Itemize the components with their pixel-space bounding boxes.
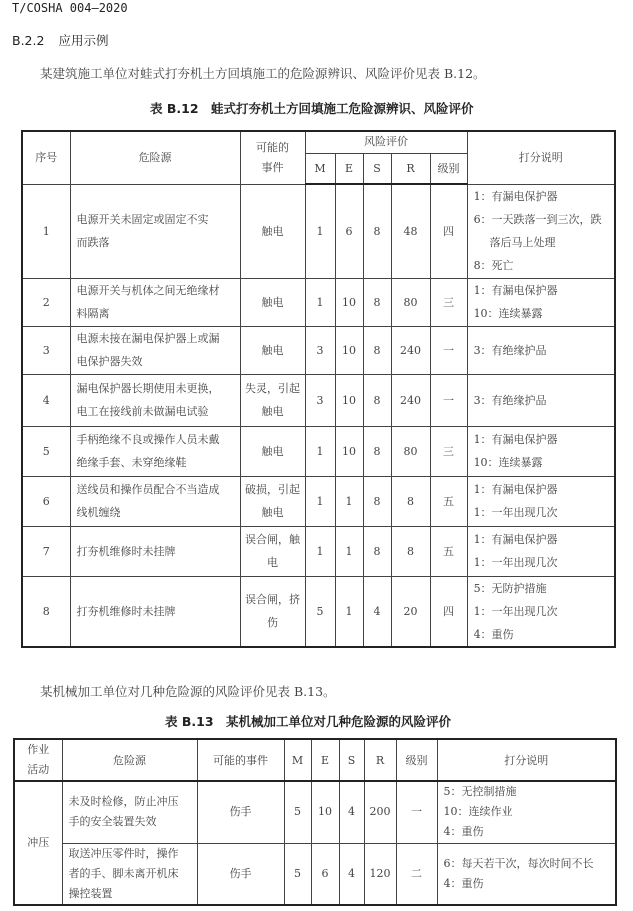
event-line: 伤 (267, 616, 278, 629)
event-line: 触电 (261, 295, 284, 309)
notes-cell (467, 476, 615, 526)
level-cell: 四 (430, 184, 467, 278)
event-cell (240, 184, 305, 278)
table-row (22, 476, 615, 526)
notes-line: 8：死亡 (473, 259, 514, 272)
intro-paragraph-2: 某机械加工单位对几种危险源的风险评价见表 B.13。 (40, 684, 336, 699)
event-cell (240, 278, 305, 326)
header-activity (14, 739, 62, 781)
table-row (22, 426, 615, 476)
header-notes: 打分说明 (467, 131, 615, 184)
level-cell: 一 (430, 374, 467, 426)
hazard-cell (70, 326, 240, 374)
m-cell: 1 (305, 426, 335, 476)
hazard-line: 打夯机维修时未挂牌 (76, 544, 176, 558)
event-cell: 伤手 (197, 843, 284, 905)
standard-id: T/COSHA 004—2020 (12, 1, 128, 15)
level-cell: 二 (396, 843, 437, 905)
notes-line: 10：连续暴露 (473, 307, 543, 320)
notes-line: 3：有绝缘护品 (473, 343, 547, 357)
hazard-cell (62, 781, 197, 843)
table-row (22, 526, 615, 576)
hazard-line: 料隔离 (76, 307, 110, 320)
m-cell: 3 (305, 326, 335, 374)
r-cell: 8 (391, 526, 430, 576)
hazard-line: 电保护器失效 (76, 355, 143, 368)
event-cell (240, 576, 305, 647)
hazard-cell (70, 426, 240, 476)
notes-cell (467, 576, 615, 647)
intro-paragraph-1: 某建筑施工单位对蛙式打夯机土方回填施工的危险源辨识、风险评价见表 B.12。 (40, 66, 486, 81)
event-line: 破损，引起 (245, 483, 300, 496)
r-cell: 80 (391, 426, 430, 476)
level-cell: 五 (430, 526, 467, 576)
event-line: 触电 (261, 343, 284, 357)
e-cell: 1 (335, 526, 363, 576)
header-m: M (305, 153, 335, 184)
s-cell: 8 (363, 374, 391, 426)
header-s: S (339, 739, 364, 781)
no-cell: 4 (22, 374, 70, 426)
header-level: 级别 (430, 153, 467, 184)
hazard-line: 电源开关未固定或固定不实 (76, 213, 209, 226)
hazard-line: 电源未接在漏电保护器上或漏 (76, 332, 220, 345)
notes-line: 5：无防护措施 (473, 581, 547, 595)
notes-line: 10：连续暴露 (473, 456, 543, 469)
hazard-cell (70, 476, 240, 526)
hazard-line: 送线员和操作员配合不当造成 (76, 483, 220, 496)
notes-line: 4：重伤 (443, 876, 484, 890)
table-row (22, 184, 615, 278)
event-line: 误合闸，挤 (245, 593, 300, 606)
notes-line: 4：重伤 (443, 825, 484, 839)
header-activity-line: 活动 (27, 763, 50, 776)
no-cell: 7 (22, 526, 70, 576)
m-cell: 1 (305, 526, 335, 576)
hazard-cell (70, 278, 240, 326)
m-cell: 1 (305, 184, 335, 278)
e-cell: 10 (335, 278, 363, 326)
notes-cell (437, 843, 616, 905)
header-event-line: 事件 (261, 160, 284, 174)
section-heading (12, 31, 122, 49)
e-cell: 10 (335, 374, 363, 426)
table-b13 (13, 738, 617, 906)
s-cell: 4 (363, 576, 391, 647)
s-cell: 8 (363, 476, 391, 526)
header-hazard: 危险源 (62, 739, 197, 781)
table1-caption: 表 B.12 蛙式打夯机土方回填施工危险源辨识、风险评价 (150, 101, 474, 116)
table-row (22, 278, 615, 326)
level-cell: 一 (430, 326, 467, 374)
hazard-cell (62, 843, 197, 905)
hazard-line: 打夯机维修时未挂牌 (76, 604, 176, 618)
r-cell: 240 (391, 374, 430, 426)
notes-cell (437, 781, 616, 843)
e-cell: 1 (335, 476, 363, 526)
notes-line: 1：有漏电保护器 (473, 284, 558, 297)
event-cell (240, 326, 305, 374)
event-line: 触电 (261, 224, 284, 238)
e-cell: 10 (311, 781, 339, 843)
level-cell: 一 (396, 781, 437, 843)
header-no: 序号 (22, 131, 70, 184)
table-row (14, 781, 616, 843)
m-cell: 5 (284, 781, 311, 843)
hazard-line: 者的手、脚未离开机床 (68, 866, 179, 880)
m-cell: 5 (305, 576, 335, 647)
notes-line: 1：一年出现几次 (473, 506, 558, 519)
notes-cell (467, 326, 615, 374)
r-cell: 200 (364, 781, 396, 843)
level-cell: 四 (430, 576, 467, 647)
header-level: 级别 (396, 739, 437, 781)
header-e: E (335, 153, 363, 184)
r-cell: 20 (391, 576, 430, 647)
table-b12 (21, 130, 616, 648)
event-line: 触电 (261, 444, 284, 458)
hazard-cell (70, 184, 240, 278)
header-activity-line: 作业 (27, 743, 50, 756)
header-s: S (363, 153, 391, 184)
header-r: R (391, 153, 430, 184)
event-line: 失灵，引起 (245, 382, 300, 395)
section-title: 应用示例 (58, 33, 109, 48)
e-cell: 10 (335, 326, 363, 374)
s-cell: 8 (363, 526, 391, 576)
s-cell: 4 (339, 781, 364, 843)
header-m: M (284, 739, 311, 781)
notes-cell (467, 278, 615, 326)
m-cell: 1 (305, 278, 335, 326)
hazard-cell (70, 526, 240, 576)
level-cell: 三 (430, 278, 467, 326)
hazard-line: 操控装置 (68, 886, 113, 900)
s-cell: 8 (363, 184, 391, 278)
event-cell (240, 526, 305, 576)
no-cell: 8 (22, 576, 70, 647)
r-cell: 80 (391, 278, 430, 326)
table2-caption: 表 B.13 某机械加工单位对几种危险源的风险评价 (165, 714, 452, 729)
m-cell: 5 (284, 843, 311, 905)
no-cell: 2 (22, 278, 70, 326)
hazard-line: 漏电保护器长期使用未更换， (76, 382, 220, 395)
r-cell: 8 (391, 476, 430, 526)
header-r: R (364, 739, 396, 781)
notes-cell (467, 184, 615, 278)
no-cell: 5 (22, 426, 70, 476)
hazard-line: 取送冲压零件时，操作 (68, 846, 179, 860)
s-cell: 8 (363, 426, 391, 476)
s-cell: 8 (363, 326, 391, 374)
r-cell: 48 (391, 184, 430, 278)
hazard-line: 电源开关与机体之间无绝缘材 (76, 284, 220, 297)
header-e: E (311, 739, 339, 781)
header-event-line: 可能的 (256, 140, 289, 154)
r-cell: 240 (391, 326, 430, 374)
header-notes: 打分说明 (437, 739, 616, 781)
e-cell: 6 (335, 184, 363, 278)
event-cell (240, 374, 305, 426)
m-cell: 1 (305, 476, 335, 526)
s-cell: 4 (339, 843, 364, 905)
table-row (22, 576, 615, 647)
section-number: B.2.2 (12, 33, 45, 48)
hazard-line: 手柄绝缘不良或操作人员未戴 (76, 433, 220, 446)
hazard-cell (70, 374, 240, 426)
notes-line: 4：重伤 (473, 627, 514, 641)
r-cell: 120 (364, 843, 396, 905)
hazard-line: 线机缠绕 (76, 506, 121, 519)
header-event: 可能的事件 (197, 739, 284, 781)
hazard-line: 未及时检修，防止冲压 (68, 795, 179, 809)
notes-line: 6：每天若干次，每次时间不长 (443, 856, 594, 870)
hazard-line: 绝缘手套、未穿绝缘鞋 (76, 456, 187, 469)
e-cell: 6 (311, 843, 339, 905)
notes-line: 1：有漏电保护器 (473, 190, 558, 203)
notes-line: 1：有漏电保护器 (473, 533, 558, 546)
no-cell: 1 (22, 184, 70, 278)
event-line: 误合闸，触 (245, 533, 300, 546)
notes-cell (467, 426, 615, 476)
notes-line: 1：有漏电保护器 (473, 433, 558, 446)
hazard-line: 而跌落 (76, 236, 110, 249)
notes-line: 1：有漏电保护器 (473, 483, 558, 496)
hazard-cell (70, 576, 240, 647)
no-cell: 6 (22, 476, 70, 526)
level-cell: 三 (430, 426, 467, 476)
notes-line: 6：一天跌落一到三次，跌 (473, 213, 602, 226)
notes-line: 10：连续作业 (443, 805, 513, 819)
event-line: 电 (267, 556, 278, 569)
event-line: 触电 (261, 405, 284, 418)
s-cell: 8 (363, 278, 391, 326)
table-row (22, 374, 615, 426)
header-risk: 风险评价 (305, 131, 467, 153)
event-cell (240, 476, 305, 526)
activity-cell: 冲压 (14, 781, 62, 905)
event-cell: 伤手 (197, 781, 284, 843)
notes-line: 1：一年出现几次 (473, 604, 558, 618)
event-cell (240, 426, 305, 476)
hazard-line: 电工在接线前未做漏电试验 (76, 405, 209, 418)
m-cell: 3 (305, 374, 335, 426)
event-line: 触电 (261, 506, 284, 519)
notes-line: 落后马上处理 (489, 236, 556, 249)
header-event (240, 131, 305, 184)
notes-cell (467, 374, 615, 426)
e-cell: 10 (335, 426, 363, 476)
notes-line: 3：有绝缘护品 (473, 393, 547, 407)
table-row (22, 326, 615, 374)
notes-line: 5：无控制措施 (443, 785, 517, 799)
no-cell: 3 (22, 326, 70, 374)
level-cell: 五 (430, 476, 467, 526)
notes-cell (467, 526, 615, 576)
table-row (14, 843, 616, 905)
header-hazard: 危险源 (70, 131, 240, 184)
e-cell: 1 (335, 576, 363, 647)
notes-line: 1：一年出现几次 (473, 556, 558, 569)
hazard-line: 手的安全装置失效 (68, 815, 157, 829)
